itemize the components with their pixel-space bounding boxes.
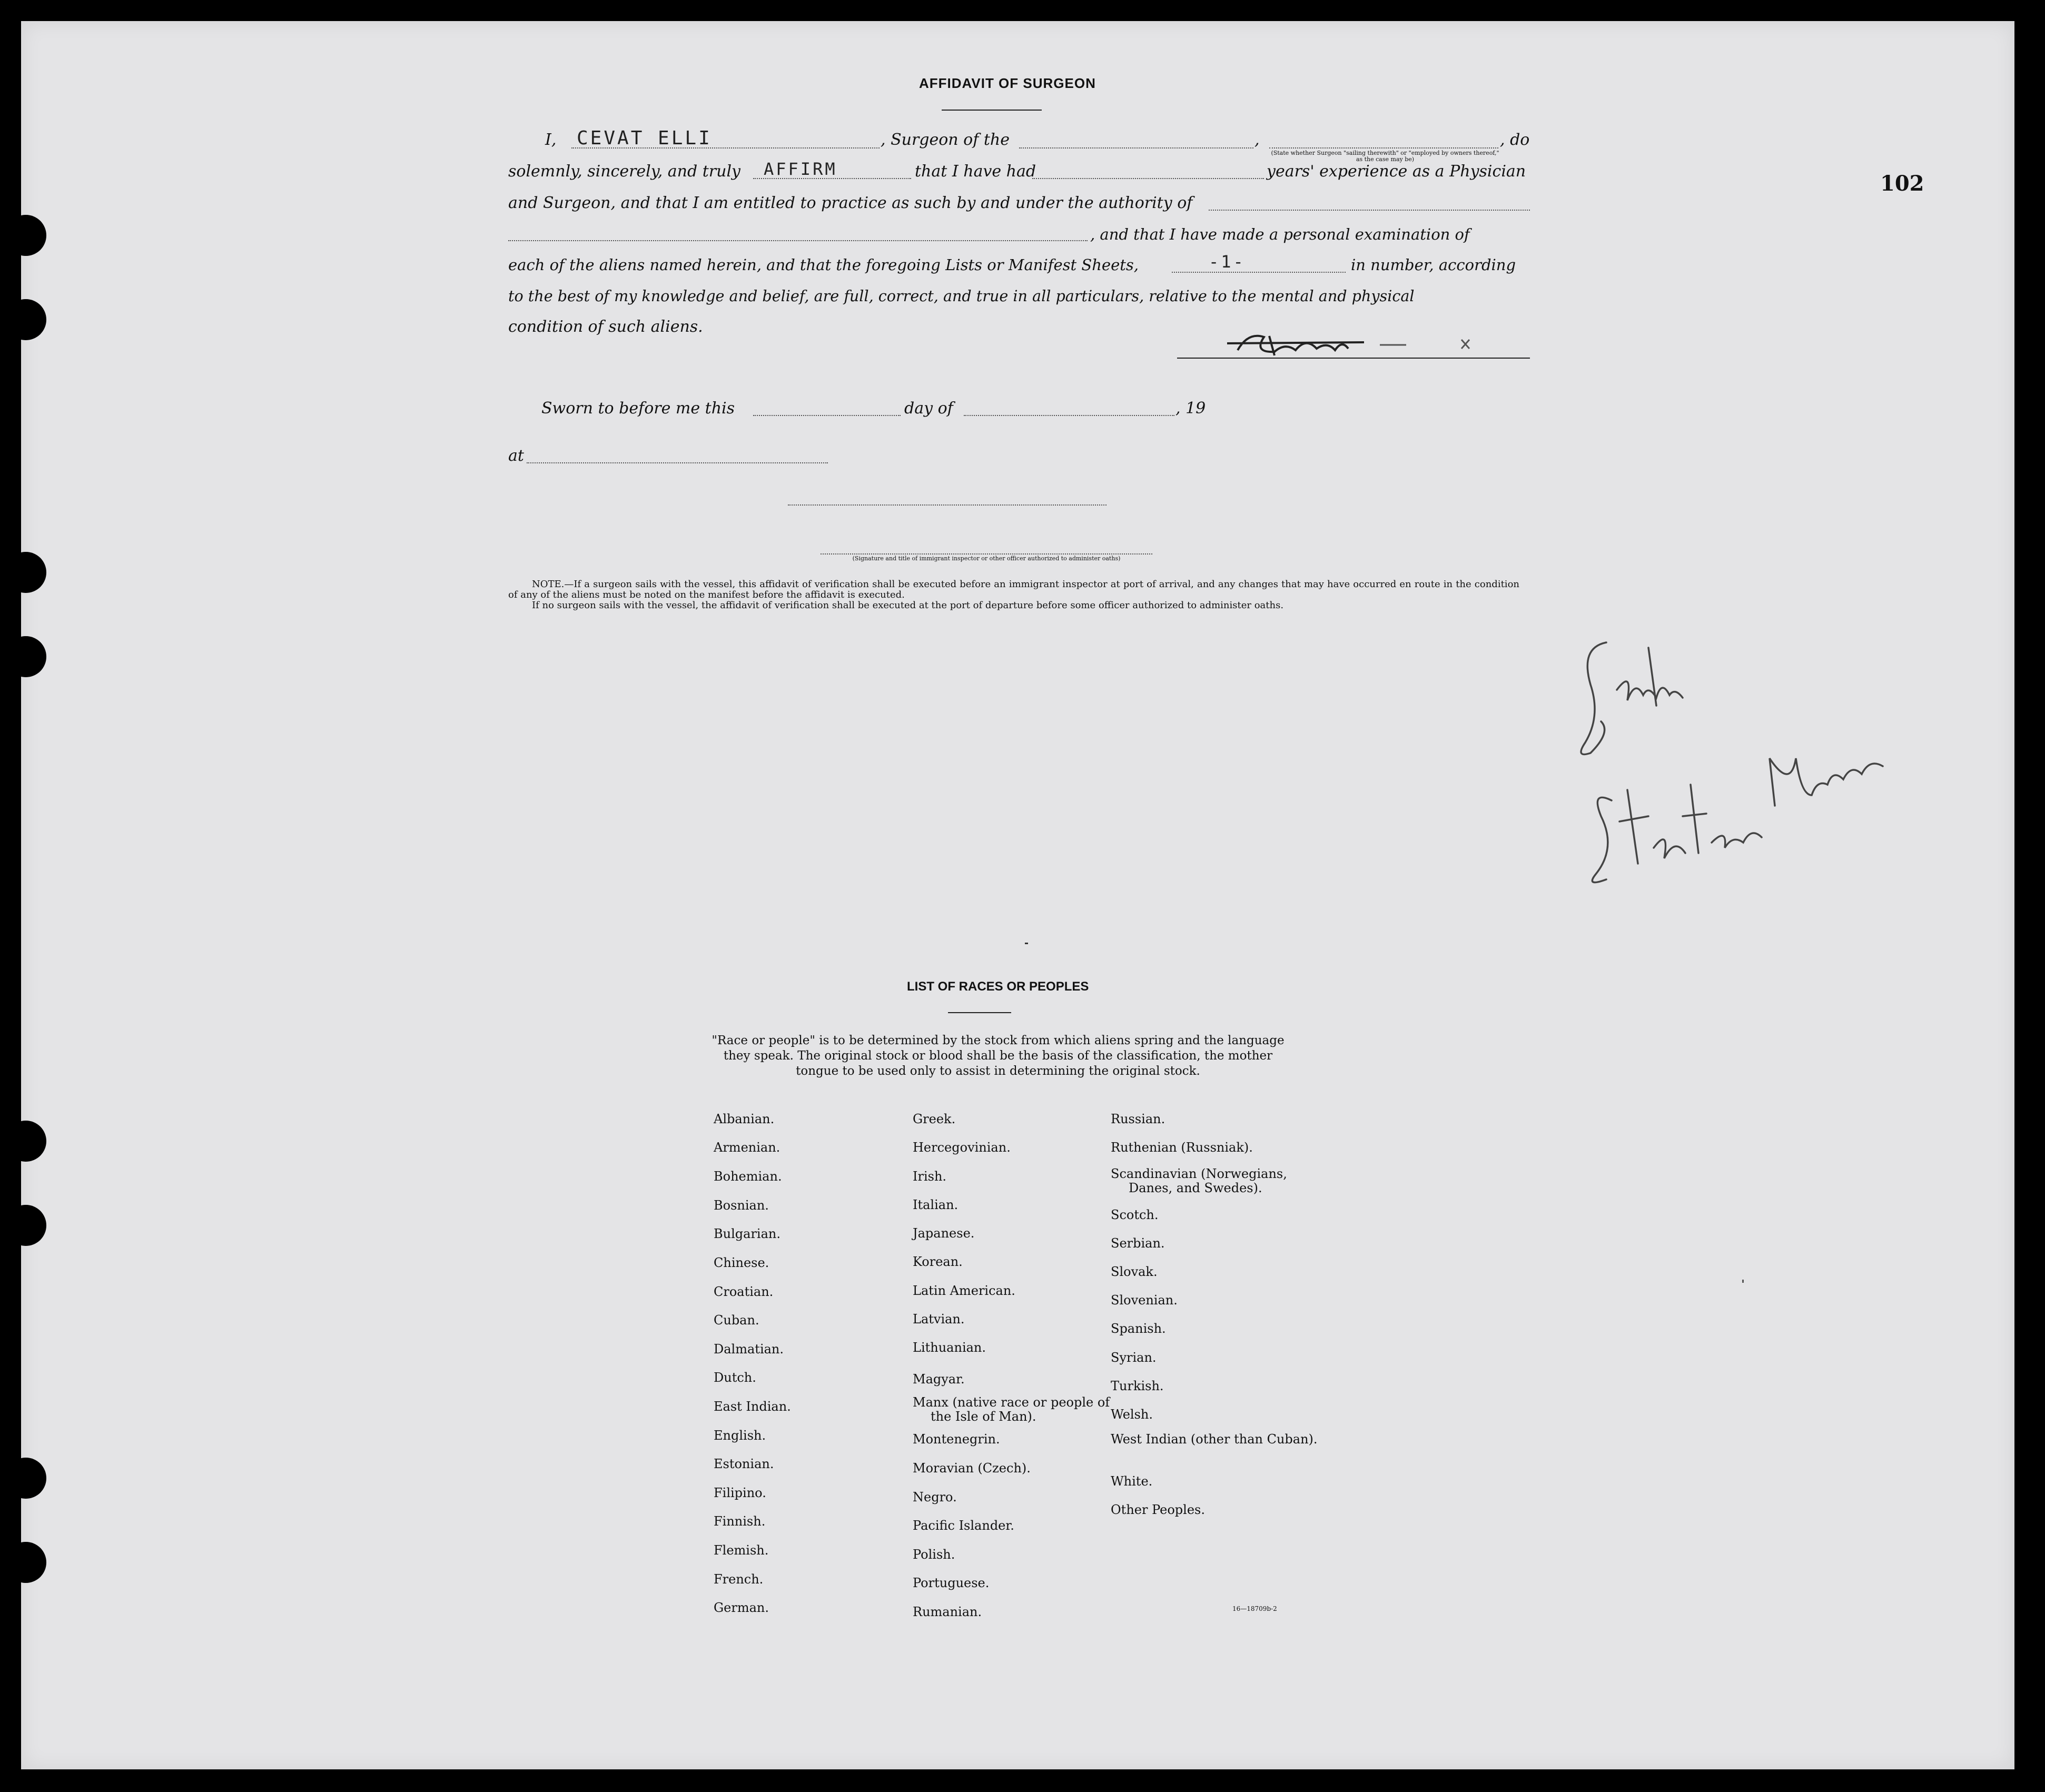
race-item: Negro. (913, 1490, 957, 1504)
affidavit-text: solemnly, sincerely, and truly (508, 162, 741, 181)
manifest-page (21, 21, 2014, 1769)
authority-field-2 (508, 240, 1088, 241)
race-item: Greek. (913, 1112, 956, 1126)
handwritten-annotation (1569, 627, 1906, 900)
form-number: 16—18709b-2 (1232, 1605, 1277, 1612)
race-item: Bohemian. (714, 1169, 782, 1184)
race-item: Armenian. (714, 1140, 781, 1155)
race-item: East Indian. (714, 1399, 791, 1414)
punch-hole (5, 1121, 46, 1162)
race-item: Bosnian. (714, 1198, 769, 1213)
officer-signature-caption: (Signature and title of immigrant inspector or other officer authorized to administer oaths) (852, 555, 1121, 562)
race-item: Dalmatian. (714, 1342, 784, 1357)
race-item: Scotch. (1111, 1207, 1159, 1222)
race-item: Manx (native race or people of the Isle of Man). (913, 1395, 1110, 1424)
race-item: Japanese. (913, 1226, 975, 1241)
sworn-text: , 19 (1175, 399, 1206, 418)
stray-mark (1025, 943, 1028, 944)
race-item: Chinese. (714, 1255, 769, 1270)
affidavit-text: , Surgeon of the (881, 131, 1010, 149)
sworn-text: day of (904, 399, 953, 418)
race-item: Filipino. (714, 1486, 766, 1500)
punch-hole (5, 1205, 46, 1246)
sworn-place-label: at (508, 447, 524, 465)
race-item: Serbian. (1111, 1236, 1165, 1251)
race-item: Korean. (913, 1254, 963, 1269)
race-item: Lithuanian. (913, 1340, 986, 1355)
note-paragraph-2: If no surgeon sails with the vessel, the affidavit of verification shall be executed at the port of departure before some officer authorized to administer oaths. (532, 600, 1284, 611)
sheets-count: -1- (1209, 252, 1246, 272)
race-item: Cuban. (714, 1313, 759, 1328)
race-item: Bulgarian. (714, 1226, 781, 1241)
race-item: Scandinavian (Norwegians, Danes, and Swedes). (1111, 1166, 1287, 1195)
race-item: Montenegrin. (913, 1432, 1000, 1447)
race-item: Magyar. (913, 1372, 965, 1387)
race-item: Polish. (913, 1547, 955, 1562)
punch-hole (5, 299, 46, 340)
punch-hole (5, 215, 46, 256)
affidavit-text: I, (545, 131, 557, 149)
race-item: French. (714, 1572, 764, 1587)
affidavit-text: each of the aliens named herein, and that the foregoing Lists or Manifest Sheets, (508, 256, 1139, 274)
race-item: Finnish. (714, 1514, 766, 1529)
authority-field (1209, 210, 1530, 211)
race-item: Irish. (913, 1169, 947, 1184)
race-item: West Indian (other than Cuban). (1111, 1432, 1318, 1447)
race-item: White. (1111, 1474, 1153, 1489)
race-item: Welsh. (1111, 1407, 1153, 1422)
punch-hole (5, 1542, 46, 1583)
sworn-text: Sworn to before me this (541, 399, 735, 418)
race-item: Ruthenian (Russniak). (1111, 1140, 1253, 1155)
race-item: Slovenian. (1111, 1293, 1178, 1308)
title-rule (942, 110, 1042, 111)
races-title-rule (948, 1012, 1011, 1013)
affidavit-text: to the best of my knowledge and belief, are full, correct, and true in all particulars, relative to the mental and physical (508, 287, 1415, 305)
sworn-month-field (964, 415, 1174, 416)
sworn-place-field (527, 462, 828, 463)
race-item: Portuguese. (913, 1576, 990, 1590)
punch-hole (5, 552, 46, 593)
races-intro: "Race or people" is to be determined by the stock from which aliens spring and the language they speak. The original stock or blood shall be the basis of the classification, the mother tongue to be used only to assist in determining the original stock. (712, 1034, 1285, 1078)
affidavit-text: years' experience as a Physician (1267, 162, 1526, 181)
status-field-note: (State whether Surgeon "sailing therewith" or "employed by owners thereof," as the case may be) (1271, 150, 1499, 163)
race-item: English. (714, 1428, 766, 1443)
race-item: Hercegovinian. (913, 1140, 1011, 1155)
race-item: Italian. (913, 1197, 959, 1212)
page-number: 102 (1880, 171, 1924, 196)
affidavit-text: in number, according (1351, 256, 1516, 274)
race-item: Croatian. (714, 1284, 774, 1299)
race-item: Russian. (1111, 1112, 1165, 1126)
affidavit-text: that I have had (915, 162, 1036, 181)
race-item: Syrian. (1111, 1350, 1157, 1365)
sheets-count-field (1172, 272, 1346, 273)
vessel-field (1019, 147, 1253, 148)
affidavit-text: condition of such aliens. (508, 318, 703, 336)
stray-mark (1742, 1280, 1744, 1283)
race-item: Dutch. (714, 1370, 756, 1385)
race-item: Estonian. (714, 1457, 774, 1471)
race-item: Latvian. (913, 1312, 965, 1326)
affidavit-title: AFFIDAVIT OF SURGEON (919, 75, 1096, 91)
race-item: Rumanian. (913, 1605, 982, 1619)
race-item: Spanish. (1111, 1321, 1166, 1336)
affidavit-text: , (1254, 131, 1260, 149)
affidavit-text: , do (1500, 131, 1530, 149)
years-field (1032, 178, 1264, 179)
affidavit-text: and Surgeon, and that I am entitled to practice as such by and under the authority of (508, 194, 1193, 212)
race-item: Latin American. (913, 1283, 1015, 1298)
surgeon-signature (1174, 321, 1533, 369)
races-title: LIST OF RACES OR PEOPLES (907, 979, 1089, 994)
officer-title-line (821, 553, 1152, 555)
race-item: German. (714, 1600, 769, 1615)
race-item: Moravian (Czech). (913, 1461, 1031, 1476)
surgeon-status-field (1269, 147, 1498, 148)
race-item: Pacific Islander. (913, 1518, 1014, 1533)
note-paragraph: NOTE.—If a surgeon sails with the vessel, this affidavit of verification shall be executed before an immigrant inspector at port of arrival, and any changes that may have occurred en route in the condition of any of the aliens must be noted on the manifest before the affidavit is executed. (508, 579, 1519, 600)
race-item: Other Peoples. (1111, 1502, 1205, 1517)
affirm-word: AFFIRM (764, 159, 837, 179)
officer-signature-line (788, 504, 1107, 506)
affidavit-text: , and that I have made a personal examination of (1090, 225, 1470, 243)
surgeon-name: CEVAT ELLI (577, 127, 712, 149)
race-item: Albanian. (714, 1112, 775, 1126)
race-item: Turkish. (1111, 1379, 1164, 1393)
race-item: Flemish. (714, 1543, 769, 1558)
punch-hole (5, 636, 46, 677)
punch-hole (5, 1458, 46, 1499)
sworn-day-field (753, 415, 901, 416)
race-item: Slovak. (1111, 1264, 1158, 1279)
